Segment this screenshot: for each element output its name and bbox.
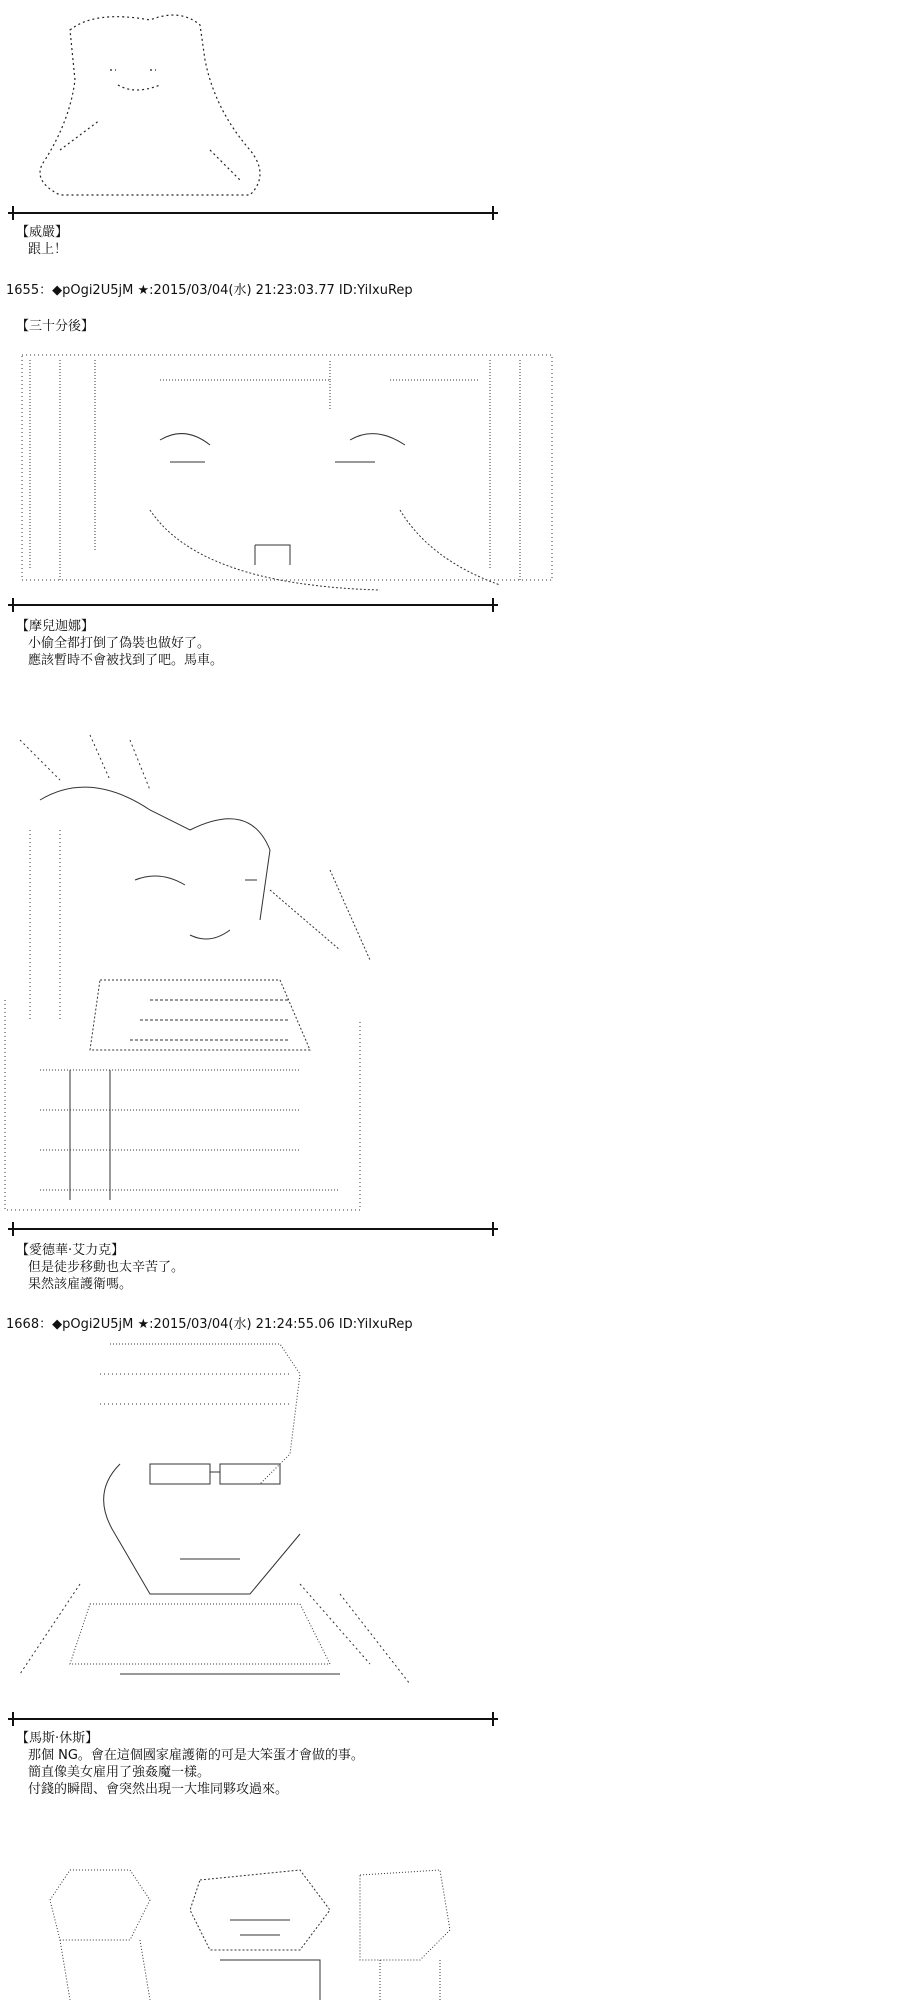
separator-tick-right	[492, 1712, 494, 1726]
post-header: 1655：◆pOgi2U5jM ★:2015/03/04(水) 21:23:03.77 ID:YiIxuRep	[6, 283, 413, 298]
speaker-label: 【摩兒迦娜】	[16, 619, 95, 634]
post-header: 1668：◆pOgi2U5jM ★:2015/03/04(水) 21:24:55.06 ID:YiIxuRep	[6, 1317, 413, 1332]
ascii-art-three-figures	[0, 1850, 901, 2000]
separator-tick-right	[492, 1222, 494, 1236]
scene-note: 【三十分後】	[16, 319, 95, 334]
ascii-art-armored-character	[0, 720, 901, 1230]
ascii-art-two-faces	[0, 350, 901, 600]
separator-line	[8, 1222, 498, 1236]
ascii-art-glasses-man	[0, 1334, 901, 1714]
separator-tick-left	[12, 206, 14, 220]
separator-tick-left	[12, 1712, 14, 1726]
separator-line	[8, 206, 498, 220]
dialogue-line: 但是徒步移動也太辛苦了。	[28, 1260, 185, 1275]
ascii-art-creature	[0, 0, 901, 210]
separator-tick-right	[492, 206, 494, 220]
dialogue-line: 簡直像美女雇用了強姦魔一樣。	[28, 1765, 211, 1780]
separator-bar	[8, 1718, 498, 1720]
dialogue-line: 跟上！	[28, 242, 68, 257]
separator-tick-right	[492, 598, 494, 612]
separator-tick-left	[12, 598, 14, 612]
speaker-label: 【愛德華·艾力克】	[16, 1243, 125, 1258]
dialogue-line: 付錢的瞬間、會突然出現一大堆同夥攻過來。	[28, 1782, 289, 1797]
separator-bar	[8, 212, 498, 214]
separator-line	[8, 598, 498, 612]
separator-bar	[8, 1228, 498, 1230]
dialogue-line: 果然該雇護衛嗎。	[28, 1277, 133, 1292]
dialogue-line: 那個 NG。會在這個國家雇護衛的可是大笨蛋才會做的事。	[28, 1748, 364, 1763]
separator-tick-left	[12, 1222, 14, 1236]
separator-line	[8, 1712, 498, 1726]
dialogue-line: 應該暫時不會被找到了吧。馬車。	[28, 653, 224, 668]
separator-bar	[8, 604, 498, 606]
dialogue-line: 小偷全都打倒了偽裝也做好了。	[28, 636, 211, 651]
speaker-label: 【威嚴】	[16, 225, 69, 240]
speaker-label: 【馬斯·休斯】	[16, 1731, 99, 1746]
